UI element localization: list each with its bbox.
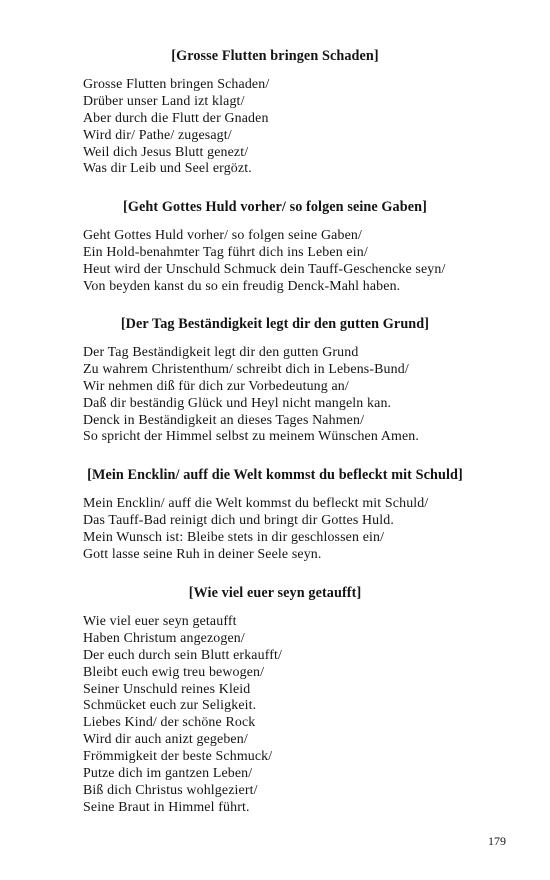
poem-line: Wird dir auch anizt gegeben/ (83, 732, 248, 748)
poem-2 (0, 197, 550, 294)
poem-line: Zu wahrem Christenthum/ schreibt dich in Lebens-Bund/ (83, 361, 409, 377)
poem-line: Geht Gottes Huld vorher/ so folgen seine Gaben/ (83, 228, 363, 243)
poem-line: Das Tauff-Bad reinigt dich und bringt dir Gottes Huld. (83, 512, 394, 528)
poem-line: Ein Hold-benahmter Tag führt dich ins Leben ein/ (83, 244, 368, 260)
poem-line: Was dir Leib und Seel ergözt. (83, 161, 252, 177)
poem-stanza (83, 228, 445, 296)
poem-4 (0, 465, 550, 562)
poem-line: Wie viel euer seyn getaufft (83, 614, 237, 629)
poem-line: Drüber unser Land izt klagt/ (83, 93, 245, 109)
poem-line: Daß dir beständig Glück und Heyl nicht mangeln kan. (83, 395, 392, 411)
poem-line: Seine Braut in Himmel führt. (83, 799, 250, 815)
poem-line: Denck in Beständigkeit an dieses Tages Nahmen/ (83, 412, 365, 428)
poem-line: Heut wird der Unschuld Schmuck dein Tauff-Geschencke seyn/ (83, 261, 446, 277)
poem-line: Aber durch die Flutt der Gnaden (83, 110, 269, 126)
poem-title: [Der Tag Beständigkeit legt dir den gutten Grund] (120, 316, 430, 332)
poem-line: Mein Encklin/ auff die Welt kommst du befleckt mit Schuld/ (83, 496, 429, 511)
poem-line: Wird dir/ Pathe/ zugesagt/ (83, 127, 232, 143)
poem-title: [Mein Encklin/ auff die Welt kommst du befleckt mit Schuld] (87, 467, 463, 483)
poem-title: [Wie viel euer seyn getaufft] (188, 585, 362, 601)
poem-5 (0, 583, 550, 815)
poem-line: Der euch durch sein Blutt erkaufft/ (83, 647, 283, 663)
poem-line: Biß dich Christus wohlgeziert/ (83, 782, 258, 798)
poem-line: Grosse Flutten bringen Schaden/ (83, 77, 270, 92)
page-number: 179 (488, 834, 506, 848)
poem-1 (0, 46, 550, 177)
poem-stanza (83, 77, 269, 178)
poem-line: Frömmigkeit der beste Schmuck/ (83, 749, 273, 765)
poem-stanza (83, 345, 419, 446)
poem-line: So spricht der Himmel selbst zu meinem Wünschen Amen. (83, 429, 419, 445)
poem-line: Mein Wunsch ist: Bleibe stets in dir geschlossen ein/ (83, 529, 385, 545)
poem-title: [Grosse Flutten bringen Schaden] (171, 48, 379, 64)
poem-line: Seiner Unschuld reines Kleid (83, 681, 251, 697)
poem-stanza (83, 496, 428, 564)
poem-line: Von beyden kanst du so ein freudig Denck-Mahl haben. (83, 278, 401, 294)
poem-line: Wir nehmen diß für dich zur Vorbedeutung an/ (83, 378, 349, 394)
poem-3 (0, 314, 550, 445)
poem-line: Bleibt euch ewig treu bewogen/ (83, 664, 265, 680)
poem-line: Der Tag Beständigkeit legt dir den gutten Grund (83, 345, 359, 360)
poem-stanza (83, 614, 282, 817)
poem-title: [Geht Gottes Huld vorher/ so folgen seine Gaben] (123, 199, 427, 215)
poem-line: Schmücket euch zur Seligkeit. (83, 698, 257, 714)
poem-line: Gott lasse seine Ruh in deiner Seele seyn. (83, 546, 322, 562)
poem-line: Haben Christum angezogen/ (83, 630, 245, 646)
poem-line: Putze dich im gantzen Leben/ (83, 766, 253, 782)
poem-line: Weil dich Jesus Blutt genezt/ (83, 144, 249, 160)
poem-line: Liebes Kind/ der schöne Rock (83, 715, 256, 731)
